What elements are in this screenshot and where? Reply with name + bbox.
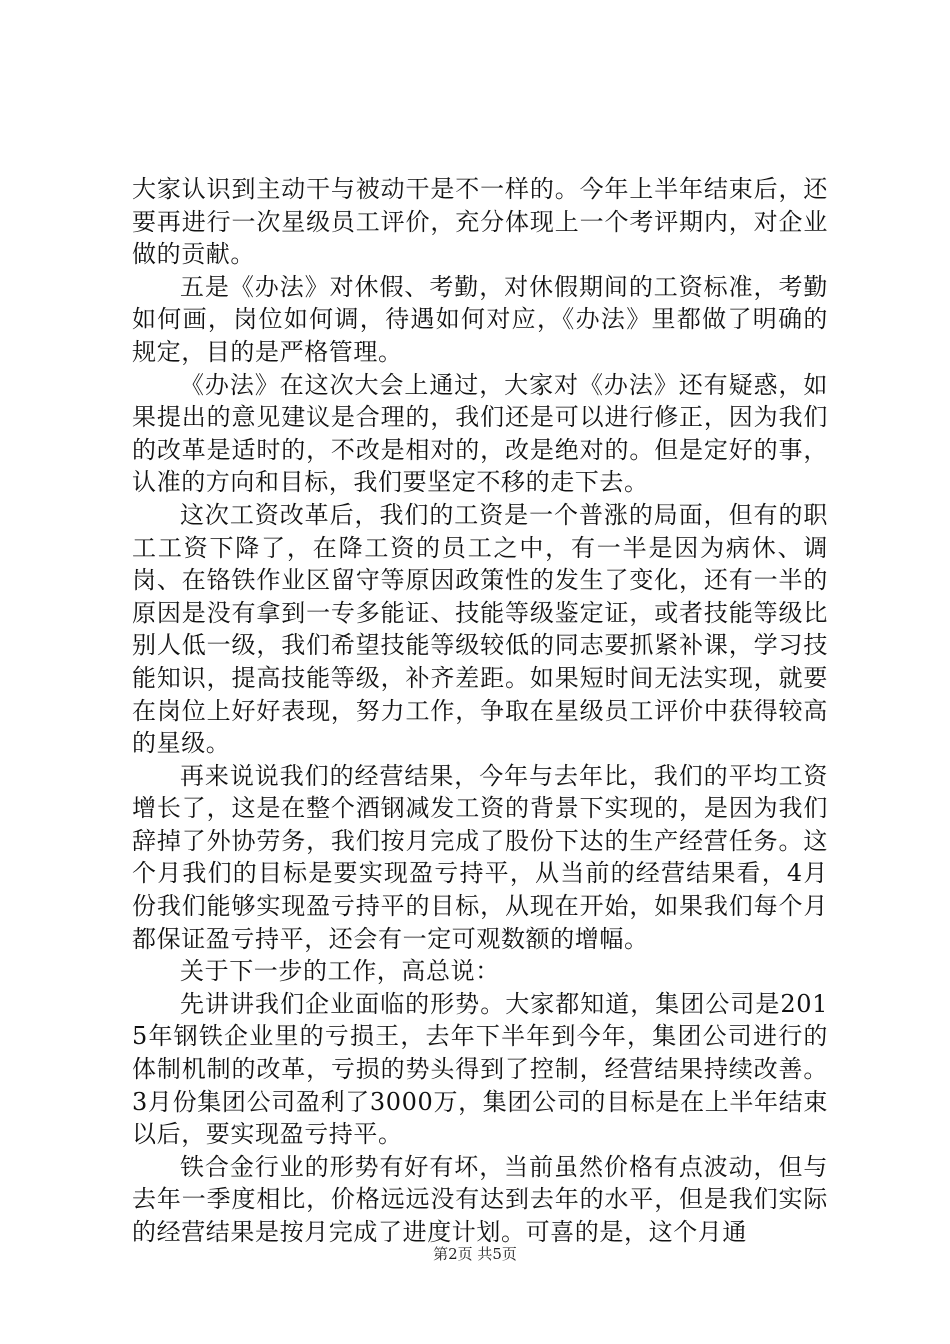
paragraph-7: 先讲讲我们企业面临的形势。大家都知道，集团公司是2015年钢铁企业里的亏损王，去年下半年到今年，集团公司进行的体制机制的改革，亏损的势头得到了控制，经营结果持续改善。3月份集团公司盈利了3000万，集团公司的目标是在上半年结束以后，要实现盈亏持平。 xyxy=(132,989,828,1149)
paragraph-2: 五是《办法》对休假、考勤，对休假期间的工资标准，考勤如何画，岗位如何调，待遇如何对应，《办法》里都做了明确的规定，目的是严格管理。 xyxy=(132,272,828,366)
paragraph-3: 《办法》在这次大会上通过，大家对《办法》还有疑惑，如果提出的意见建议是合理的，我们还是可以进行修正，因为我们的改革是适时的，不改是相对的，改是绝对的。但是定好的事，认准的方向和目标，我们要坚定不移的走下去。 xyxy=(132,370,828,497)
paragraph-5: 再来说说我们的经营结果，今年与去年比，我们的平均工资增长了，这是在整个酒钢减发工资的背景下实现的，是因为我们辞掉了外协劳务，我们按月完成了股份下达的生产经营任务。这个月我们的目标是要实现盈亏持平，从当前的经营结果看，4月份我们能够实现盈亏持平的目标，从现在开始，如果我们每个月都保证盈亏持平，还会有一定可观数额的增幅。 xyxy=(132,761,828,953)
paragraph-4: 这次工资改革后，我们的工资是一个普涨的局面，但有的职工工资下降了，在降工资的员工之中，有一半是因为病休、调岗、在铬铁作业区留守等原因政策性的发生了变化，还有一半的原因是没有拿到一专多能证、技能等级鉴定证，或者技能等级比别人低一级，我们希望技能等级较低的同志要抓紧补课，学习技能知识，提高技能等级，补齐差距。如果短时间无法实现，就要在岗位上好好表现，努力工作，争取在星级员工评价中获得较高的星级。 xyxy=(132,500,828,758)
paragraph-1: 大家认识到主动干与被动干是不一样的。今年上半年结束后，还要再进行一次星级员工评价，充分体现上一个考评期内，对企业做的贡献。 xyxy=(132,175,828,269)
page-number-footer: 第2页 共5页 xyxy=(433,1245,517,1263)
document-body xyxy=(132,173,828,1249)
paragraph-6: 关于下一步的工作，高总说： xyxy=(180,957,500,986)
paragraph-8: 铁合金行业的形势有好有坏，当前虽然价格有点波动，但与去年一季度相比，价格远远没有达到去年的水平，但是我们实际的经营结果是按月完成了进度计划。可喜的是，这个月通 xyxy=(132,1152,828,1246)
